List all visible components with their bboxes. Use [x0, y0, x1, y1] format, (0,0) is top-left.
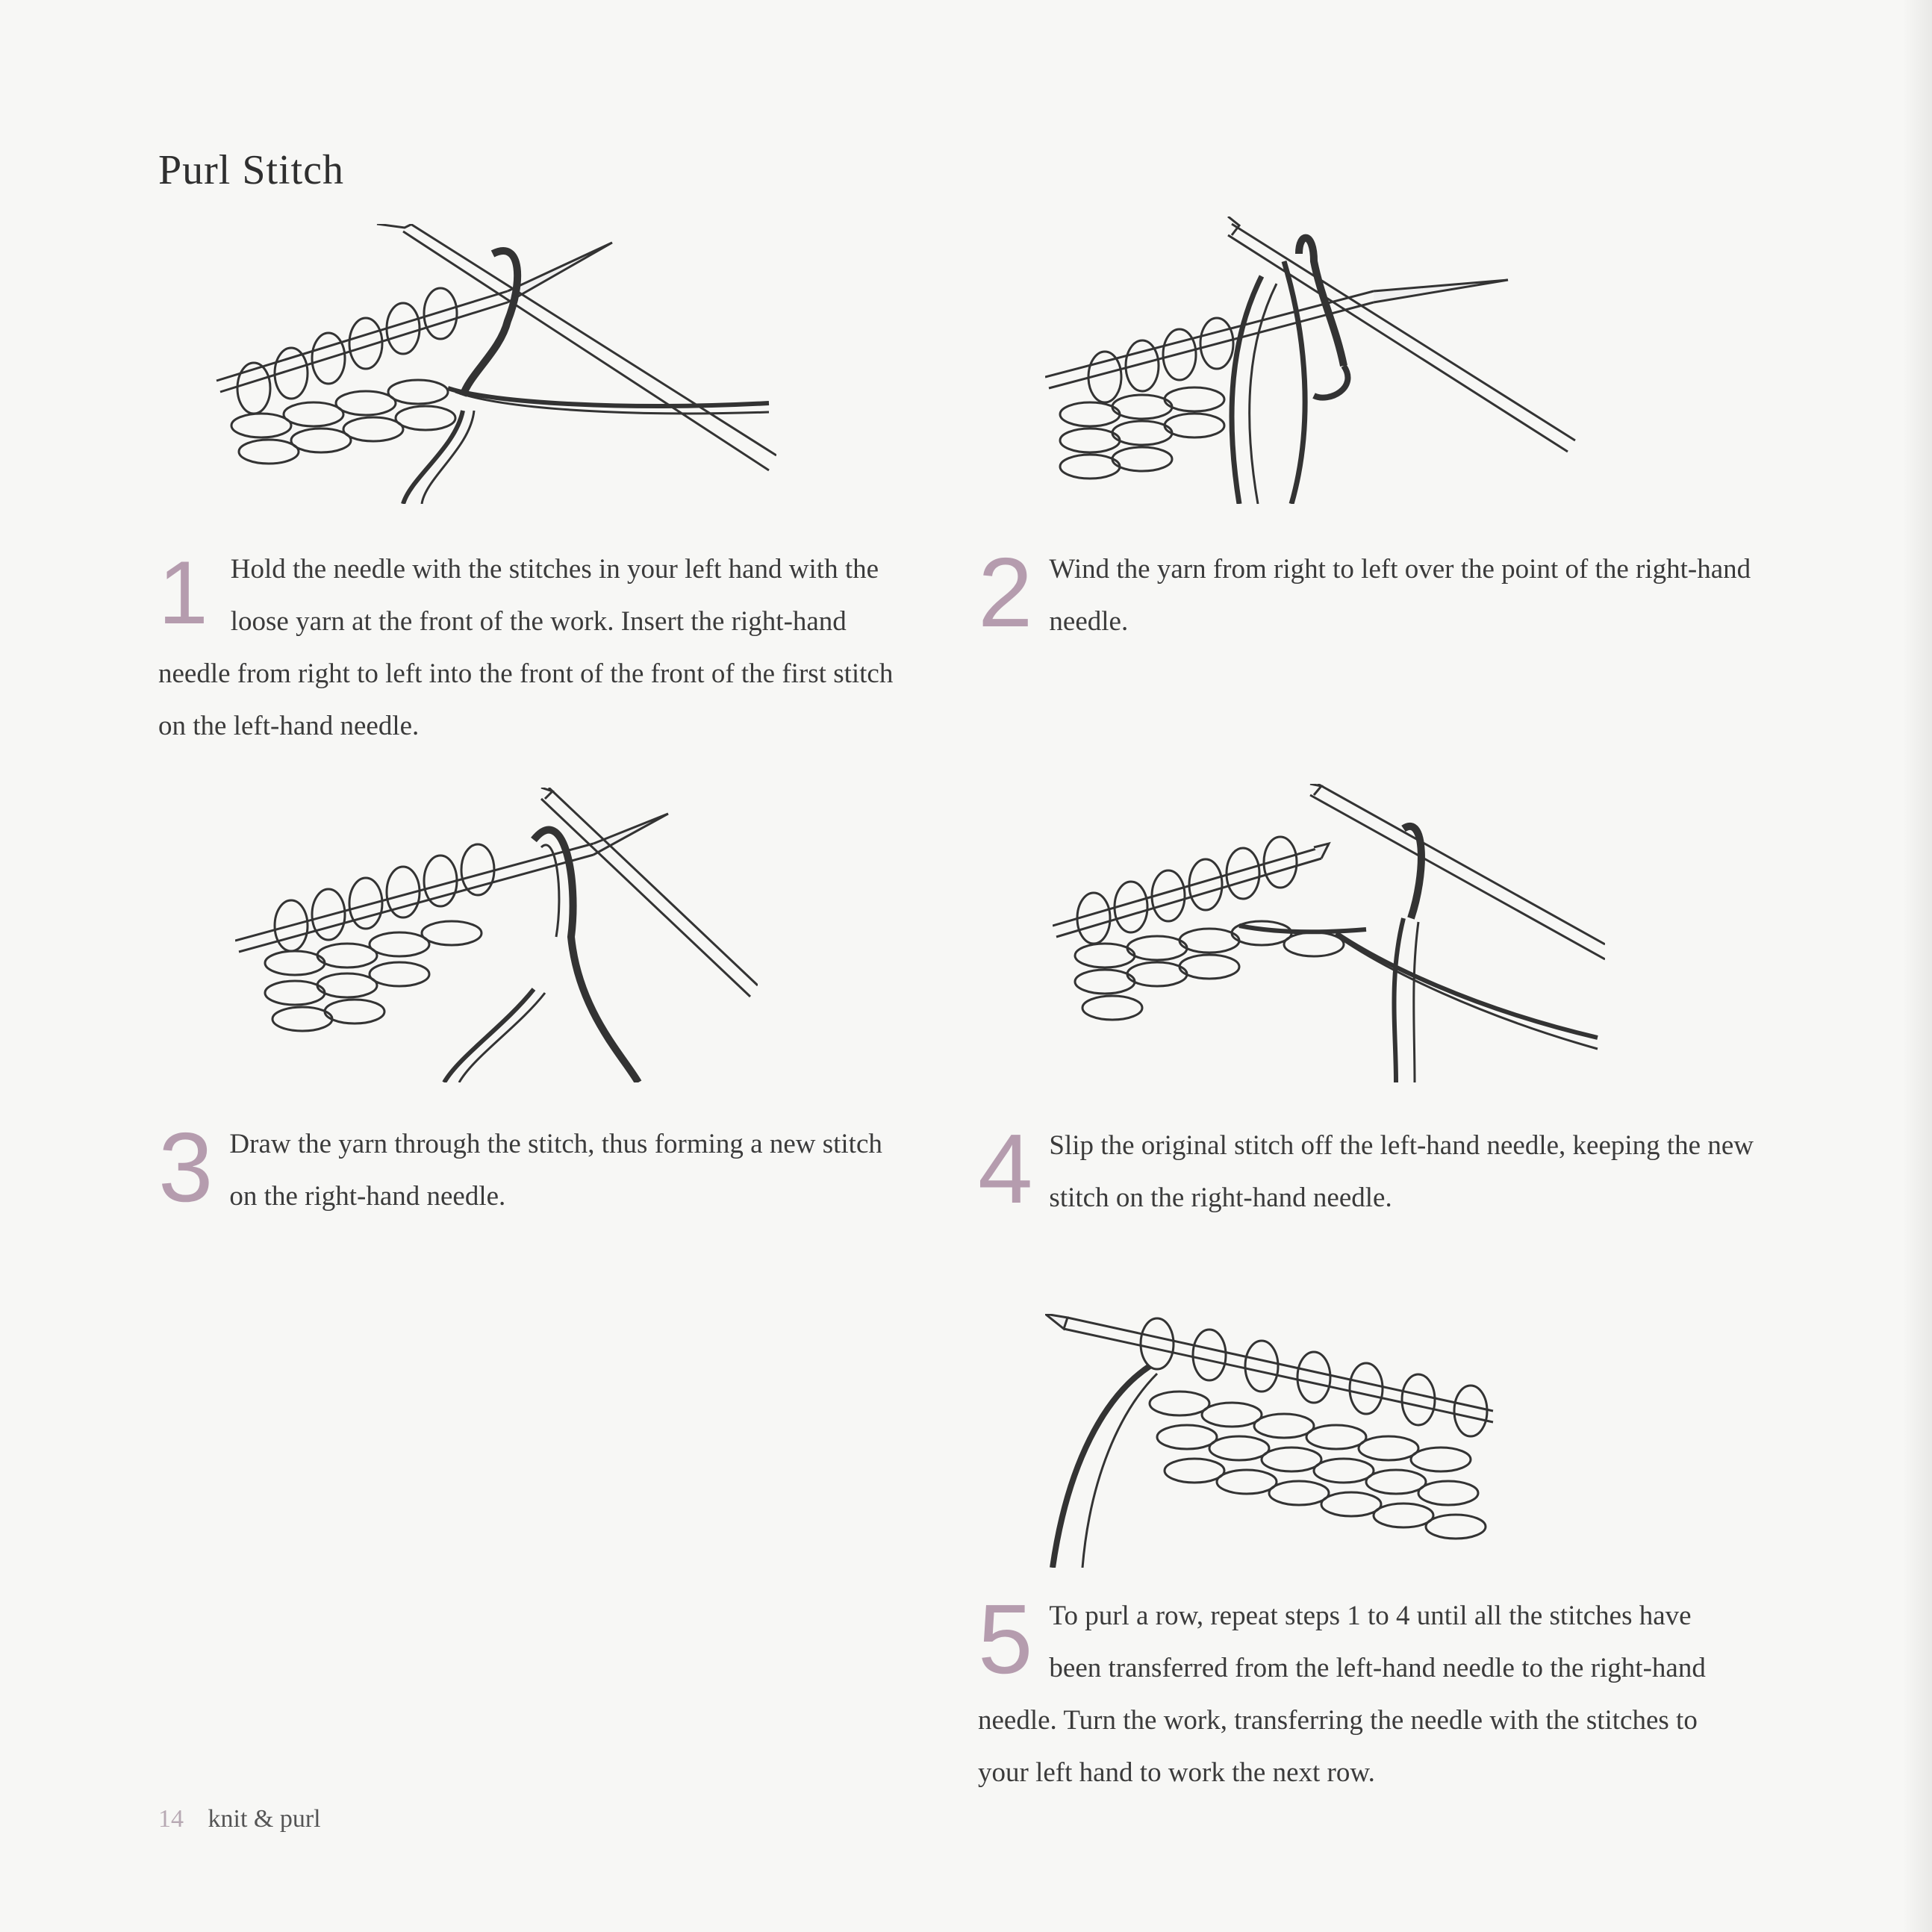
step-1-illustration [209, 224, 776, 504]
page-title: Purl Stitch [158, 146, 345, 193]
step-4 [978, 1114, 1762, 1224]
step-text: Hold the needle with the stitches in your left hand with the loose yarn at the front of the work. Insert the right-hand needle from right to left into the front of the front of the first stitch on the left-hand needle. [158, 554, 894, 741]
step-number: 4 [978, 1114, 1033, 1224]
step-number: 2 [978, 537, 1033, 647]
step-2-illustration [1045, 216, 1583, 504]
step-text: Draw the yarn through the stitch, thus forming a new stitch on the right-hand needle. [229, 1129, 882, 1212]
section-title: knit & purl [208, 1805, 321, 1833]
step-5-illustration [1045, 1314, 1508, 1568]
step-3-illustration [235, 788, 758, 1082]
step-number: 3 [158, 1112, 214, 1222]
step-text: To purl a row, repeat steps 1 to 4 until all the stitches have been transferred from the left-hand needle to the right-hand needle. Turn the work, transferring the needle with the stitches to your left hand to work the next row. [978, 1601, 1706, 1788]
step-3 [158, 1112, 912, 1223]
step-text: Wind the yarn from right to left over the point of the right-hand needle. [1049, 554, 1751, 637]
page-edge-shadow [1902, 0, 1932, 1932]
page-footer [158, 1805, 321, 1833]
step-text: Slip the original stitch off the left-hand needle, keeping the new stitch on the right-hand needle. [1049, 1130, 1754, 1213]
step-5 [978, 1584, 1747, 1799]
step-number: 1 [158, 543, 208, 643]
step-number: 5 [978, 1584, 1033, 1694]
step-1 [158, 543, 912, 752]
step-4-illustration [1053, 784, 1605, 1082]
page-number: 14 [158, 1805, 184, 1833]
step-2 [978, 537, 1762, 648]
